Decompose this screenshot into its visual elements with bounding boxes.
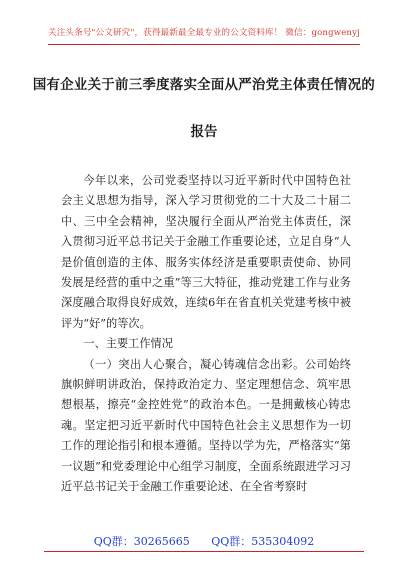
footer-divider [44,551,364,552]
document-title: 国有企业关于前三季度落实全面从严治党主体责任情况的 [32,77,376,93]
page-header [0,0,408,52]
page-footer [0,533,408,549]
body-paragraph-section-1: （一）突出人心聚合，凝心铸魂信念出彩。公司始终旗帜鲜明讲政治，保持政治定力、坚定理想信念、筑牢思想根基，擦亮“金控姓党”的政治本色。一是拥戴核心铸忠魂。坚定把习近平新时代中国特色社会主义思想作为一切工作的理论指引和根本遵循。坚持以学为先，严格落实“第一议题”和党委理论中心组学习制度，全面系统跟进学习习近平总书记关于金融工作重要论述、在全省考察时 [61,357,351,494]
header-divider [48,44,360,45]
document-body [61,171,351,498]
body-paragraph-intro: 今年以来，公司党委坚持以习近平新时代中国特色社会主义思想为指导，深入学习贯彻党的二十大及二十届二中、三中全会精神，坚决履行全面从严治党主体责任，深入贯彻习近平总书记关于金融工作重要论述，立足自身“人是价值创造的主体、服务实体经济是重要职责使命、协同发展是经营的重中之重”等三大特征，推动党建工作与业务深度融合取得良好成效，连续6年在省直机关党建考核中被评为“好”的等次。 [61,174,351,330]
document-title-continued: 报告 [190,124,218,140]
footer-qq-group-2: QQ群：535304092 [211,535,315,548]
header-notice: 关注头条号"公文研究"，获得最新最全最专业的公文资料库！ 微信：gongwenyj [48,28,360,38]
footer-qq-group-1: QQ群：30265665 [93,535,190,548]
section-heading: 一、主要工作情况 [83,337,173,351]
